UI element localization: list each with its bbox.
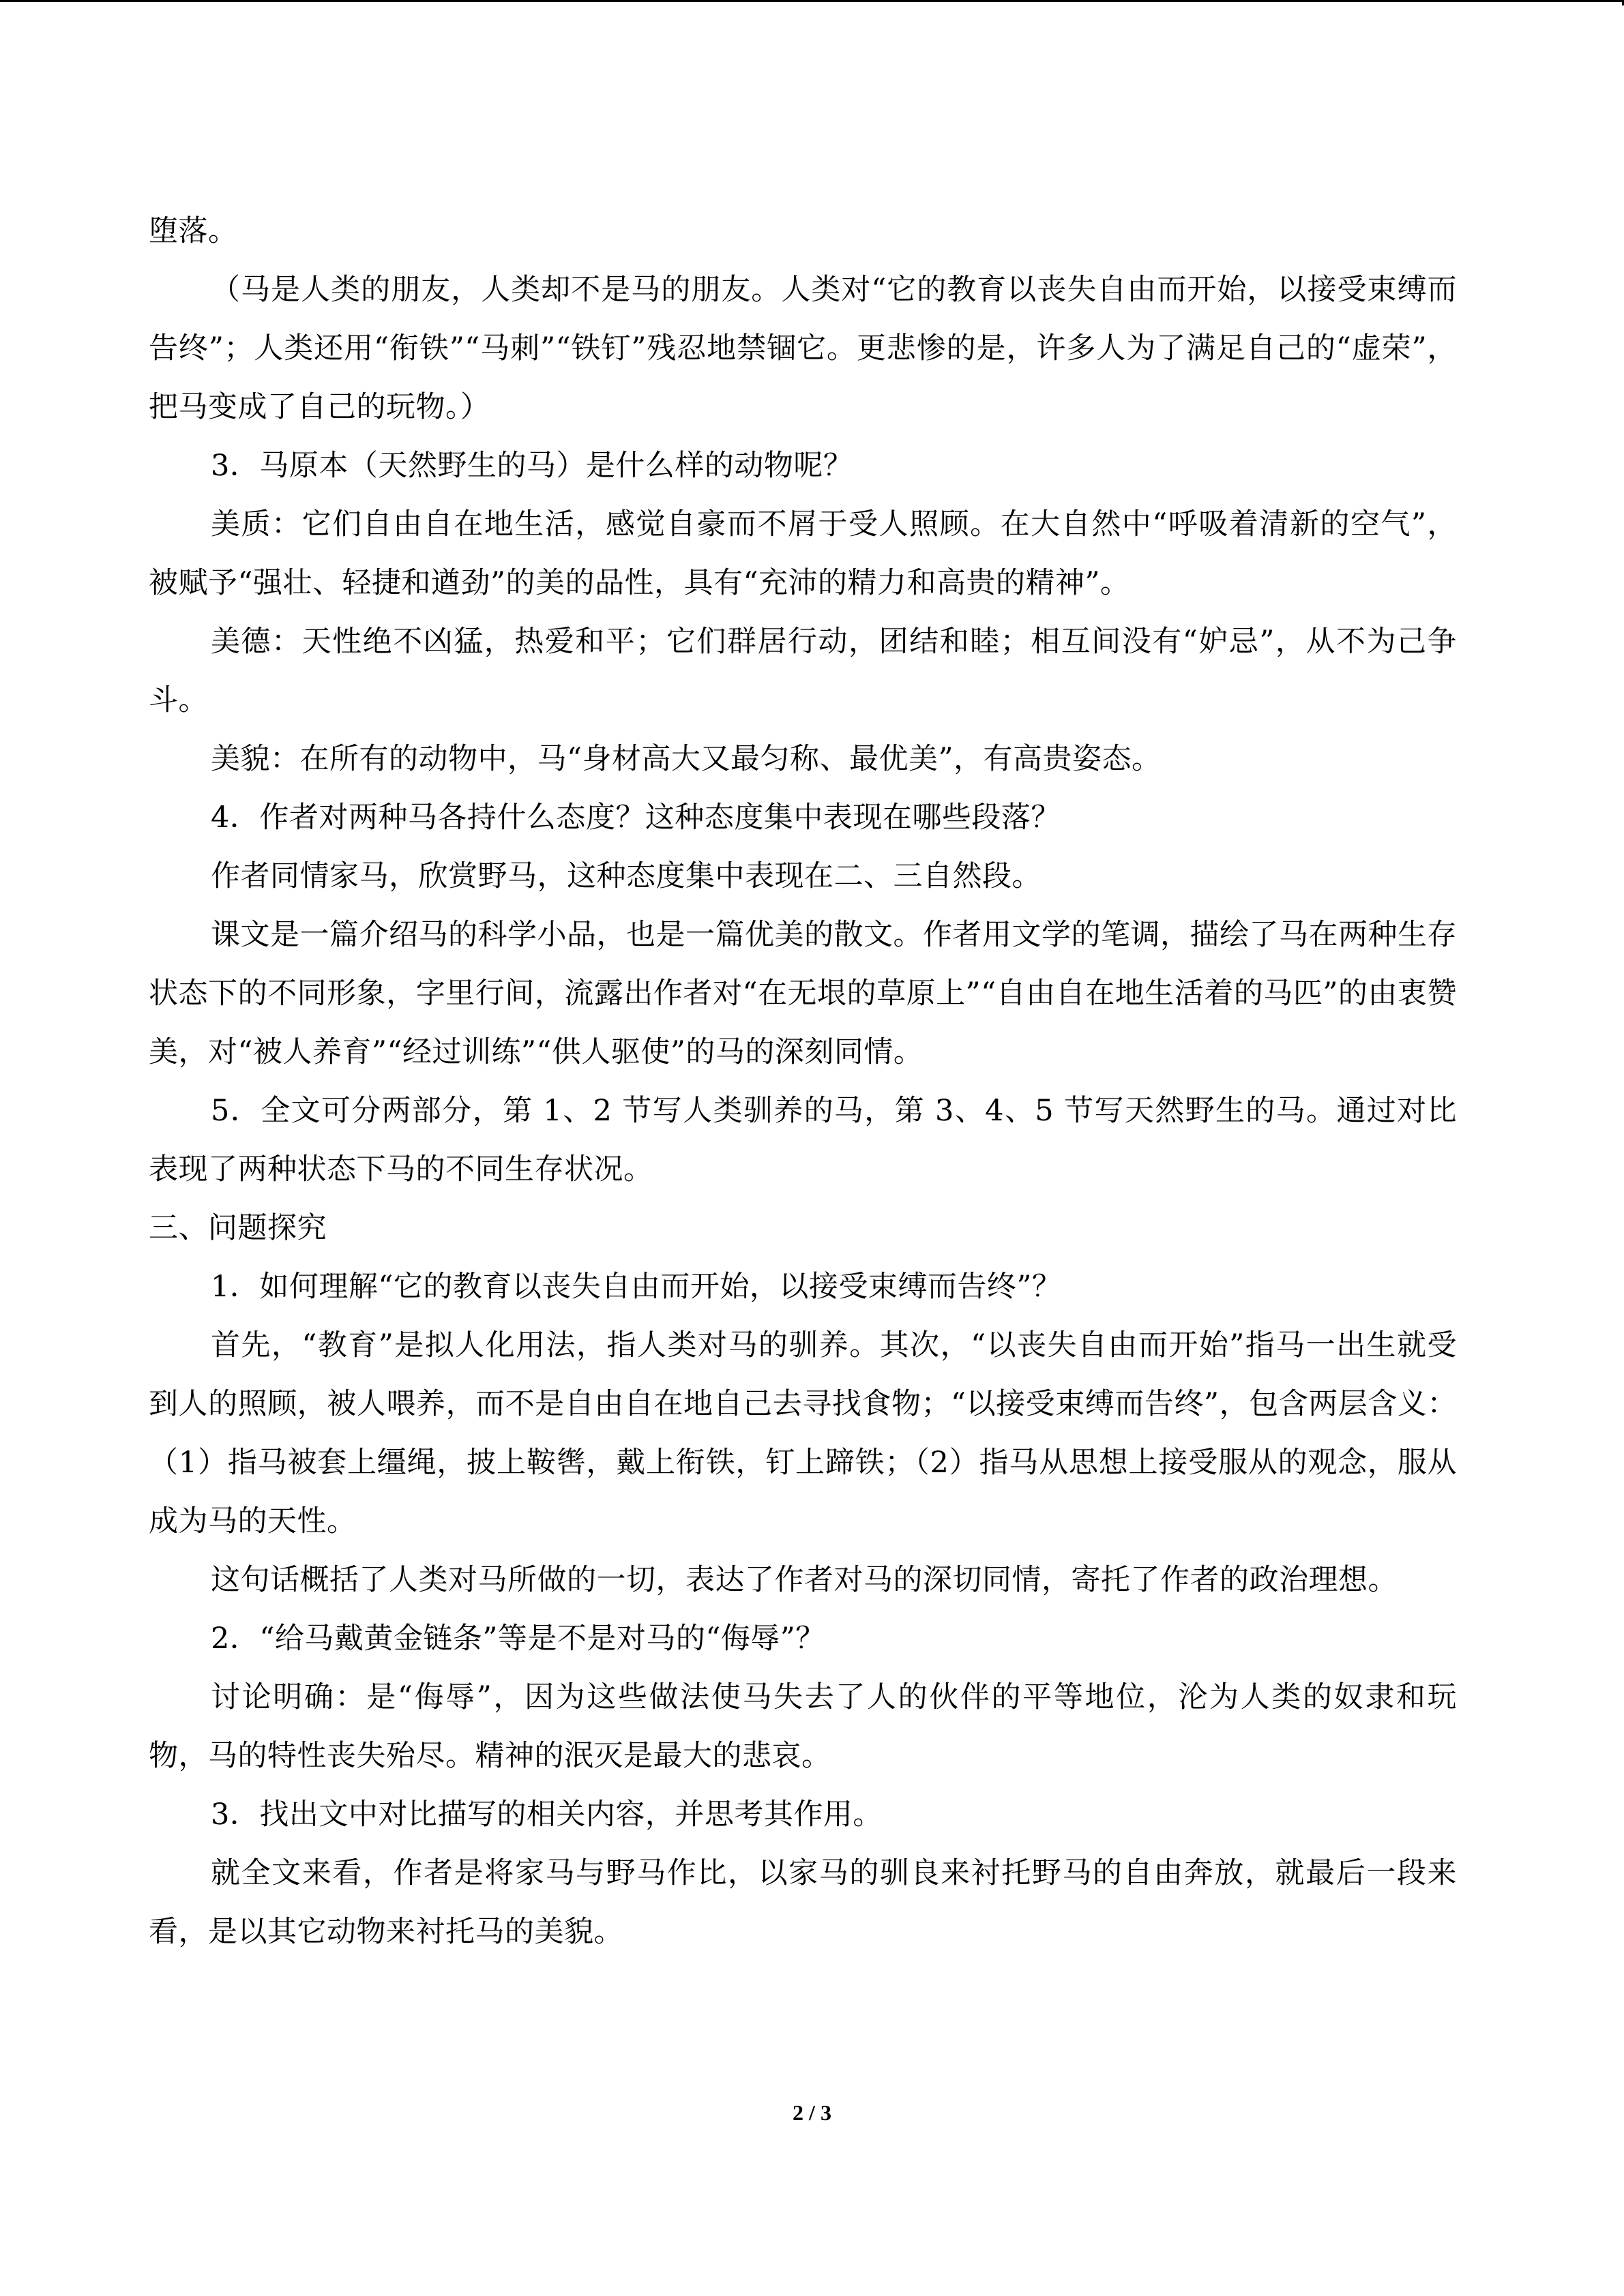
- paragraph-p3: 美质：它们自由自在地生活，感觉自豪而不屑于受人照顾。在大自然中“呼吸着清新的空气”，被赋予“强壮、轻捷和遒劲”的美的品性，具有“充沛的精力和高贵的精神”。: [149, 507, 1457, 600]
- paragraph-p0: 堕落。: [149, 214, 238, 248]
- paragraph-p15: 讨论明确：是“侮辱”，因为这些做法使马失去了人的伙伴的平等地位，沦为人类的奴隶和玩物，马的特性丧失殆尽。精神的泯灭是最大的悲哀。: [149, 1680, 1457, 1773]
- paragraph-p11: 1．如何理解“它的教育以丧失自由而开始，以接受束缚而告终”？: [211, 1270, 1062, 1304]
- paragraph-p14: 2．“给马戴黄金链条”等是不是对马的“侮辱”？: [211, 1622, 825, 1656]
- paragraph-p6: 4．作者对两种马各持什么态度？这种态度集中表现在哪些段落？: [211, 801, 1061, 835]
- paragraph-p17: 就全文来看，作者是将家马与野马作比，以家马的驯良来衬托野马的自由奔放，就最后一段来看，是以其它动物来衬托马的美貌。: [149, 1856, 1457, 1949]
- paragraph-p16: 3．找出文中对比描写的相关内容，并思考其作用。: [211, 1798, 883, 1832]
- document-body: [149, 202, 1457, 1961]
- paragraph-p1: （马是人类的朋友，人类却不是马的朋友。人类对“它的教育以丧失自由而开始，以接受束缚而告终”；人类还用“衔铁”“马刺”“铁钉”残忍地禁锢它。更悲惨的是，许多人为了满足自己的“虚荣”，把马变成了自己的玩物。）: [149, 273, 1457, 424]
- paragraph-p10: 三、问题探究: [149, 1211, 327, 1245]
- page-number: 2 / 3: [793, 2100, 831, 2125]
- top-border-line: [0, 0, 1624, 2]
- paragraph-p8: 课文是一篇介绍马的科学小品，也是一篇优美的散文。作者用文学的笔调，描绘了马在两种生存状态下的不同形象，字里行间，流露出作者对“在无垠的草原上”“自由自在地生活着的马匹”的由衷赞美，对“被人养育”“经过训练”“供人驱使”的马的深刻同情。: [149, 918, 1457, 1069]
- paragraph-p12: 首先，“教育”是拟人化用法，指人类对马的驯养。其次，“以丧失自由而开始”指马一出生就受到人的照顾，被人喂养，而不是自由自在地自己去寻找食物；“以接受束缚而告终”，包含两层含义：（1）指马被套上缰绳，披上鞍辔，戴上衔铁，钉上蹄铁；（2）指马从思想上接受服从的观念，服从成为马的天性。: [149, 1328, 1457, 1538]
- paragraph-p13: 这句话概括了人类对马所做的一切，表达了作者对马的深切同情，寄托了作者的政治理想。: [211, 1563, 1398, 1597]
- paragraph-p9: 5．全文可分两部分，第 1、2 节写人类驯养的马，第 3、4、5 节写天然野生的马。通过对比表现了两种状态下马的不同生存状况。: [149, 1094, 1457, 1187]
- paragraph-p7: 作者同情家马，欣赏野马，这种态度集中表现在二、三自然段。: [211, 859, 1042, 893]
- paragraph-p5: 美貌：在所有的动物中，马“身材高大又最匀称、最优美”，有高贵姿态。: [211, 742, 1162, 776]
- paragraph-p2: 3．马原本（天然野生的马）是什么样的动物呢？: [211, 449, 853, 483]
- paragraph-p4: 美德：天性绝不凶猛，热爱和平；它们群居行动，团结和睦；相互间没有“妒忌”，从不为己争斗。: [149, 625, 1457, 717]
